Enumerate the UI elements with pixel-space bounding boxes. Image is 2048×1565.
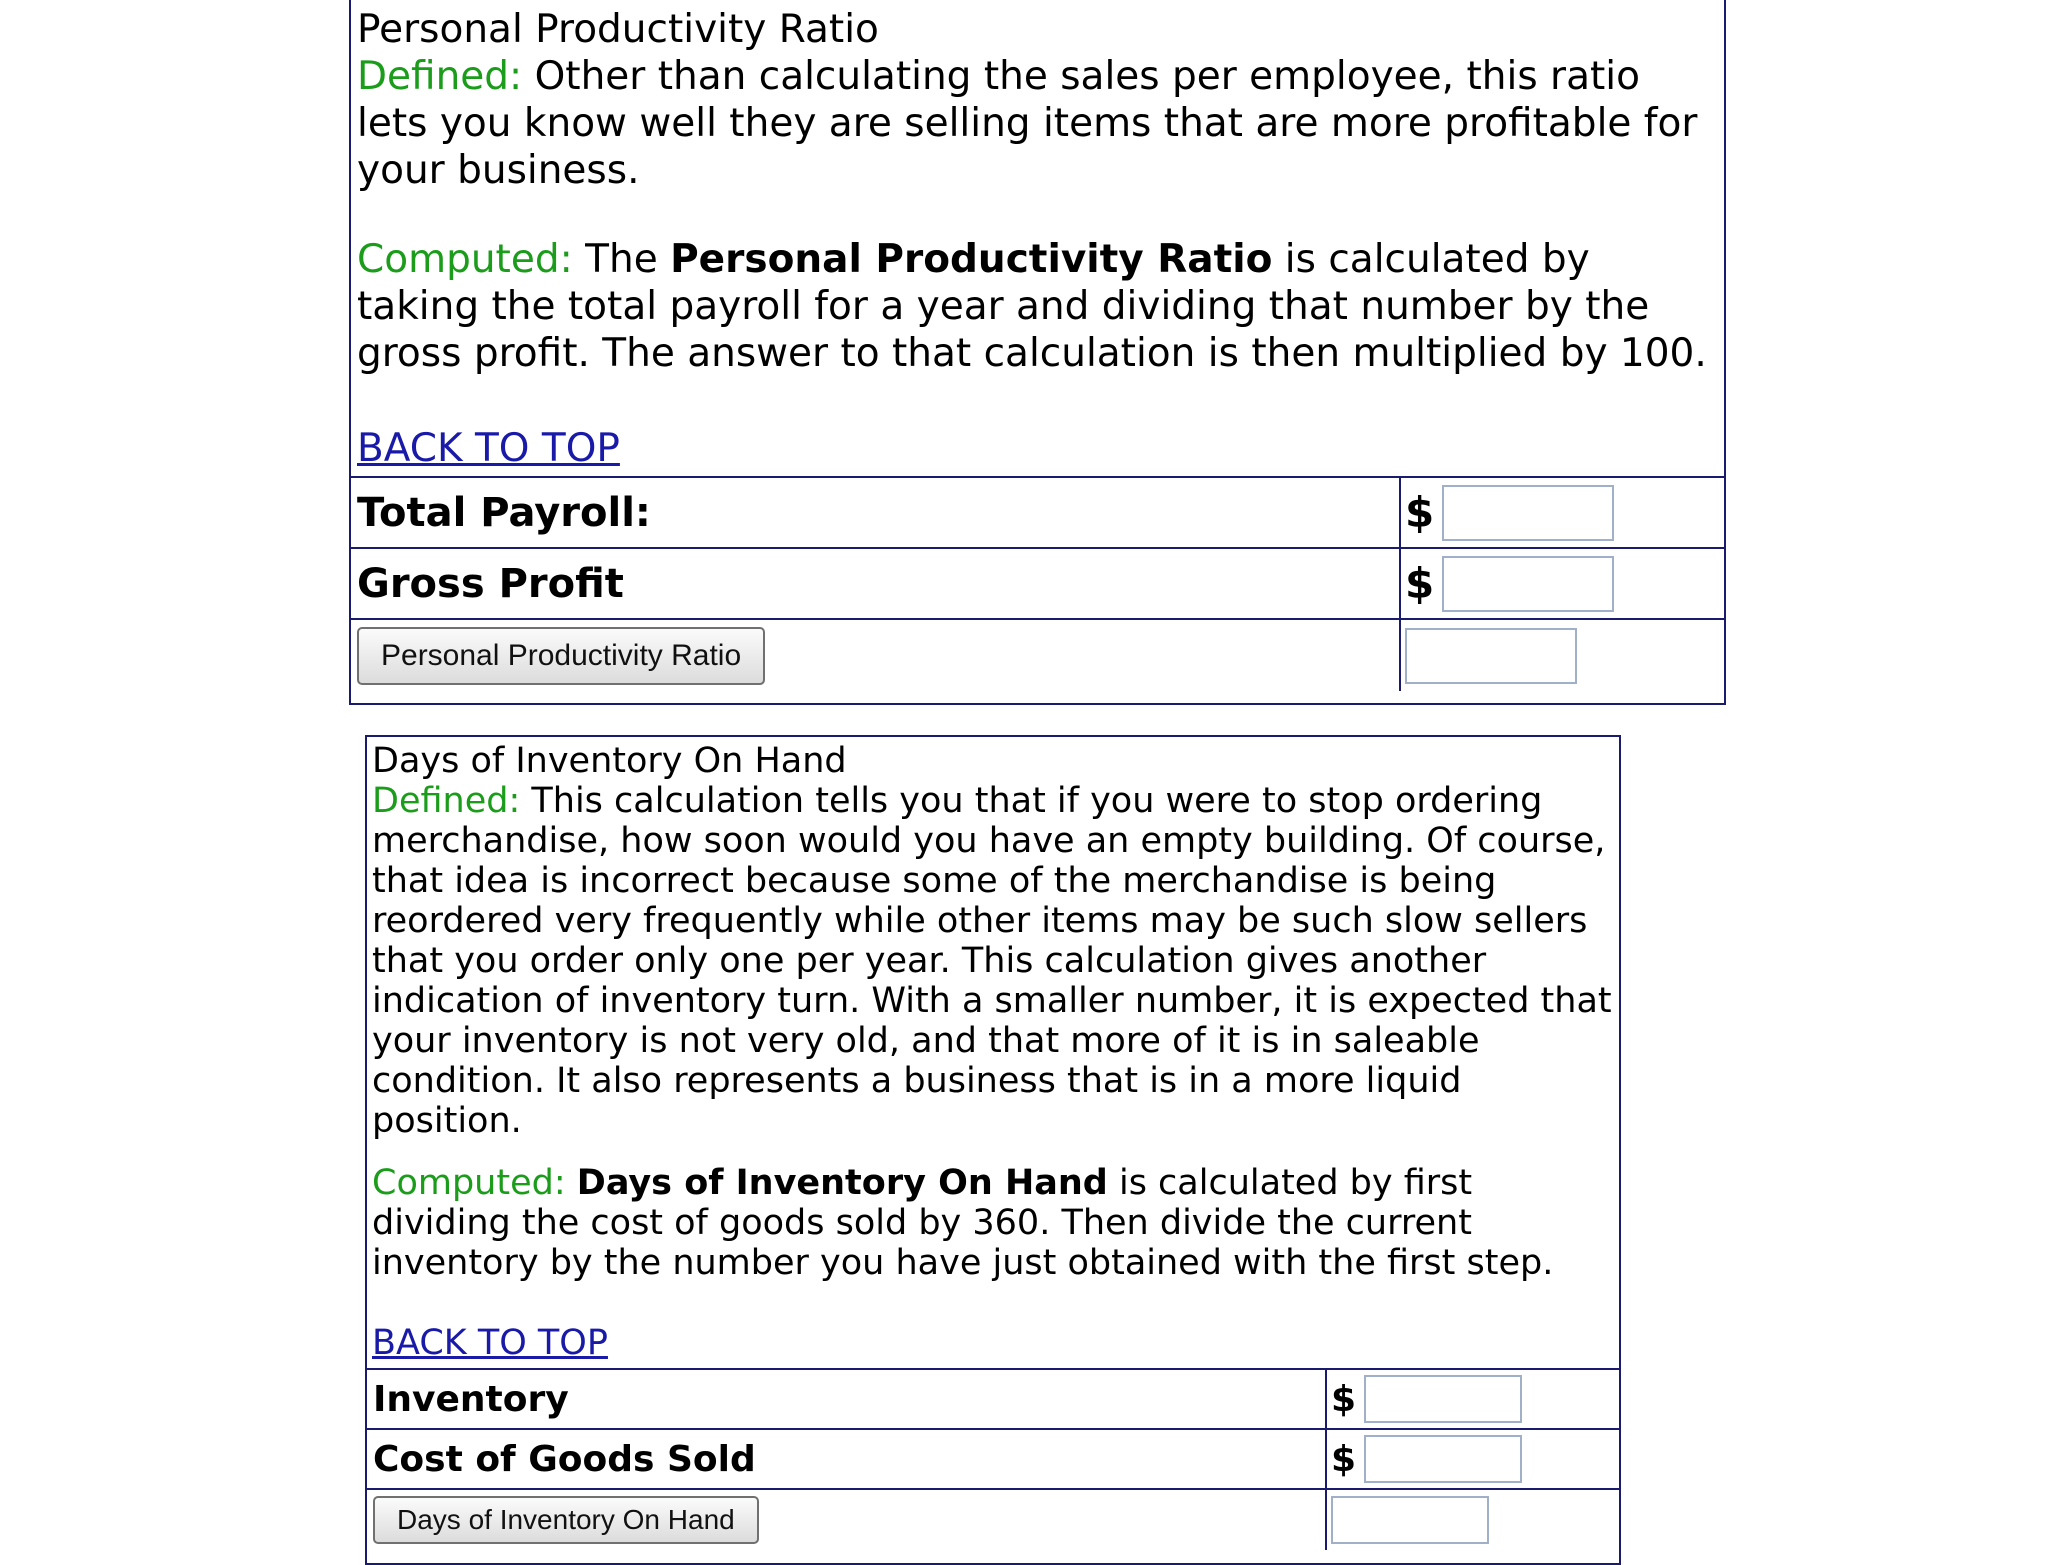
ppr-computed-bold: Personal Productivity Ratio <box>670 237 1273 282</box>
cost-of-goods-sold-label: Cost of Goods Sold <box>367 1430 1327 1488</box>
gross-profit-label: Gross Profit <box>351 549 1401 618</box>
inventory-label: Inventory <box>367 1370 1327 1428</box>
total-payroll-input[interactable] <box>1442 485 1614 541</box>
ppr-description <box>351 0 1724 478</box>
dih-computed-post: is calculated by first dividing the cost of goods sold by 360. Then divide the current inventory by the number you have just obtained with the first step. <box>372 1163 1554 1283</box>
ppr-defined-text: Other than calculating the sales per employee, this ratio lets you know well they are selling items that are more profitable for your business. <box>357 54 1698 193</box>
ppr-row-calculate <box>351 620 1724 691</box>
gross-profit-input[interactable] <box>1442 556 1614 612</box>
ppr-computed-paragraph <box>357 236 1718 377</box>
dih-defined-label: Defined: <box>372 781 521 821</box>
total-payroll-currency: $ <box>1405 488 1435 537</box>
ppr-title: Personal Productivity Ratio <box>357 7 879 52</box>
dih-defined-paragraph <box>372 781 1614 1141</box>
inventory-input[interactable] <box>1364 1375 1522 1423</box>
days-of-inventory-panel <box>365 735 1621 1565</box>
dih-row-cost-of-goods-sold <box>367 1430 1619 1490</box>
dih-computed-bold: Days of Inventory On Hand <box>576 1163 1108 1203</box>
ppr-defined-label: Defined: <box>357 54 523 99</box>
dih-back-to-top-link[interactable]: BACK TO TOP <box>372 1323 608 1363</box>
ppr-row-total-payroll <box>351 478 1724 549</box>
ppr-computed-pre: The <box>572 237 671 282</box>
personal-productivity-ratio-panel <box>349 0 1726 705</box>
cost-of-goods-sold-input[interactable] <box>1364 1435 1522 1483</box>
ppr-row-gross-profit <box>351 549 1724 620</box>
days-of-inventory-button[interactable]: Days of Inventory On Hand <box>373 1496 759 1544</box>
ppr-back-to-top-link[interactable]: BACK TO TOP <box>357 426 620 471</box>
dih-description <box>367 737 1619 1370</box>
dih-computed-label: Computed: <box>372 1163 566 1203</box>
gross-profit-currency: $ <box>1405 559 1435 608</box>
ppr-computed-post: is calculated by taking the total payroll for a year and dividing that number by the gross profit. The answer to that calculation is then multiplied by 100. <box>357 237 1707 376</box>
days-of-inventory-result[interactable] <box>1331 1496 1489 1544</box>
ppr-computed-label: Computed: <box>357 237 573 282</box>
personal-productivity-ratio-button[interactable]: Personal Productivity Ratio <box>357 627 765 685</box>
dih-defined-text: This calculation tells you that if you were to stop ordering merchandise, how soon would you have an empty building. Of course, that idea is incorrect because some of the merchandise is being reordered very frequently while other items may be such slow sellers that you order only one per year. This calculation gives another indication of inventory turn. With a smaller number, it is expected that your inventory is not very old, and that more of it is in saleable condition. It also represents a business that is in a more liquid position. <box>372 781 1612 1141</box>
dih-row-inventory <box>367 1370 1619 1430</box>
total-payroll-label: Total Payroll: <box>351 478 1401 547</box>
cost-of-goods-sold-currency: $ <box>1331 1438 1357 1480</box>
ppr-defined-paragraph <box>357 53 1718 194</box>
dih-computed-paragraph <box>372 1163 1614 1283</box>
personal-productivity-ratio-result[interactable] <box>1405 628 1577 684</box>
dih-computed-pre <box>566 1163 577 1203</box>
inventory-currency: $ <box>1331 1378 1357 1420</box>
dih-title: Days of Inventory On Hand <box>372 741 847 781</box>
dih-row-calculate <box>367 1490 1619 1550</box>
